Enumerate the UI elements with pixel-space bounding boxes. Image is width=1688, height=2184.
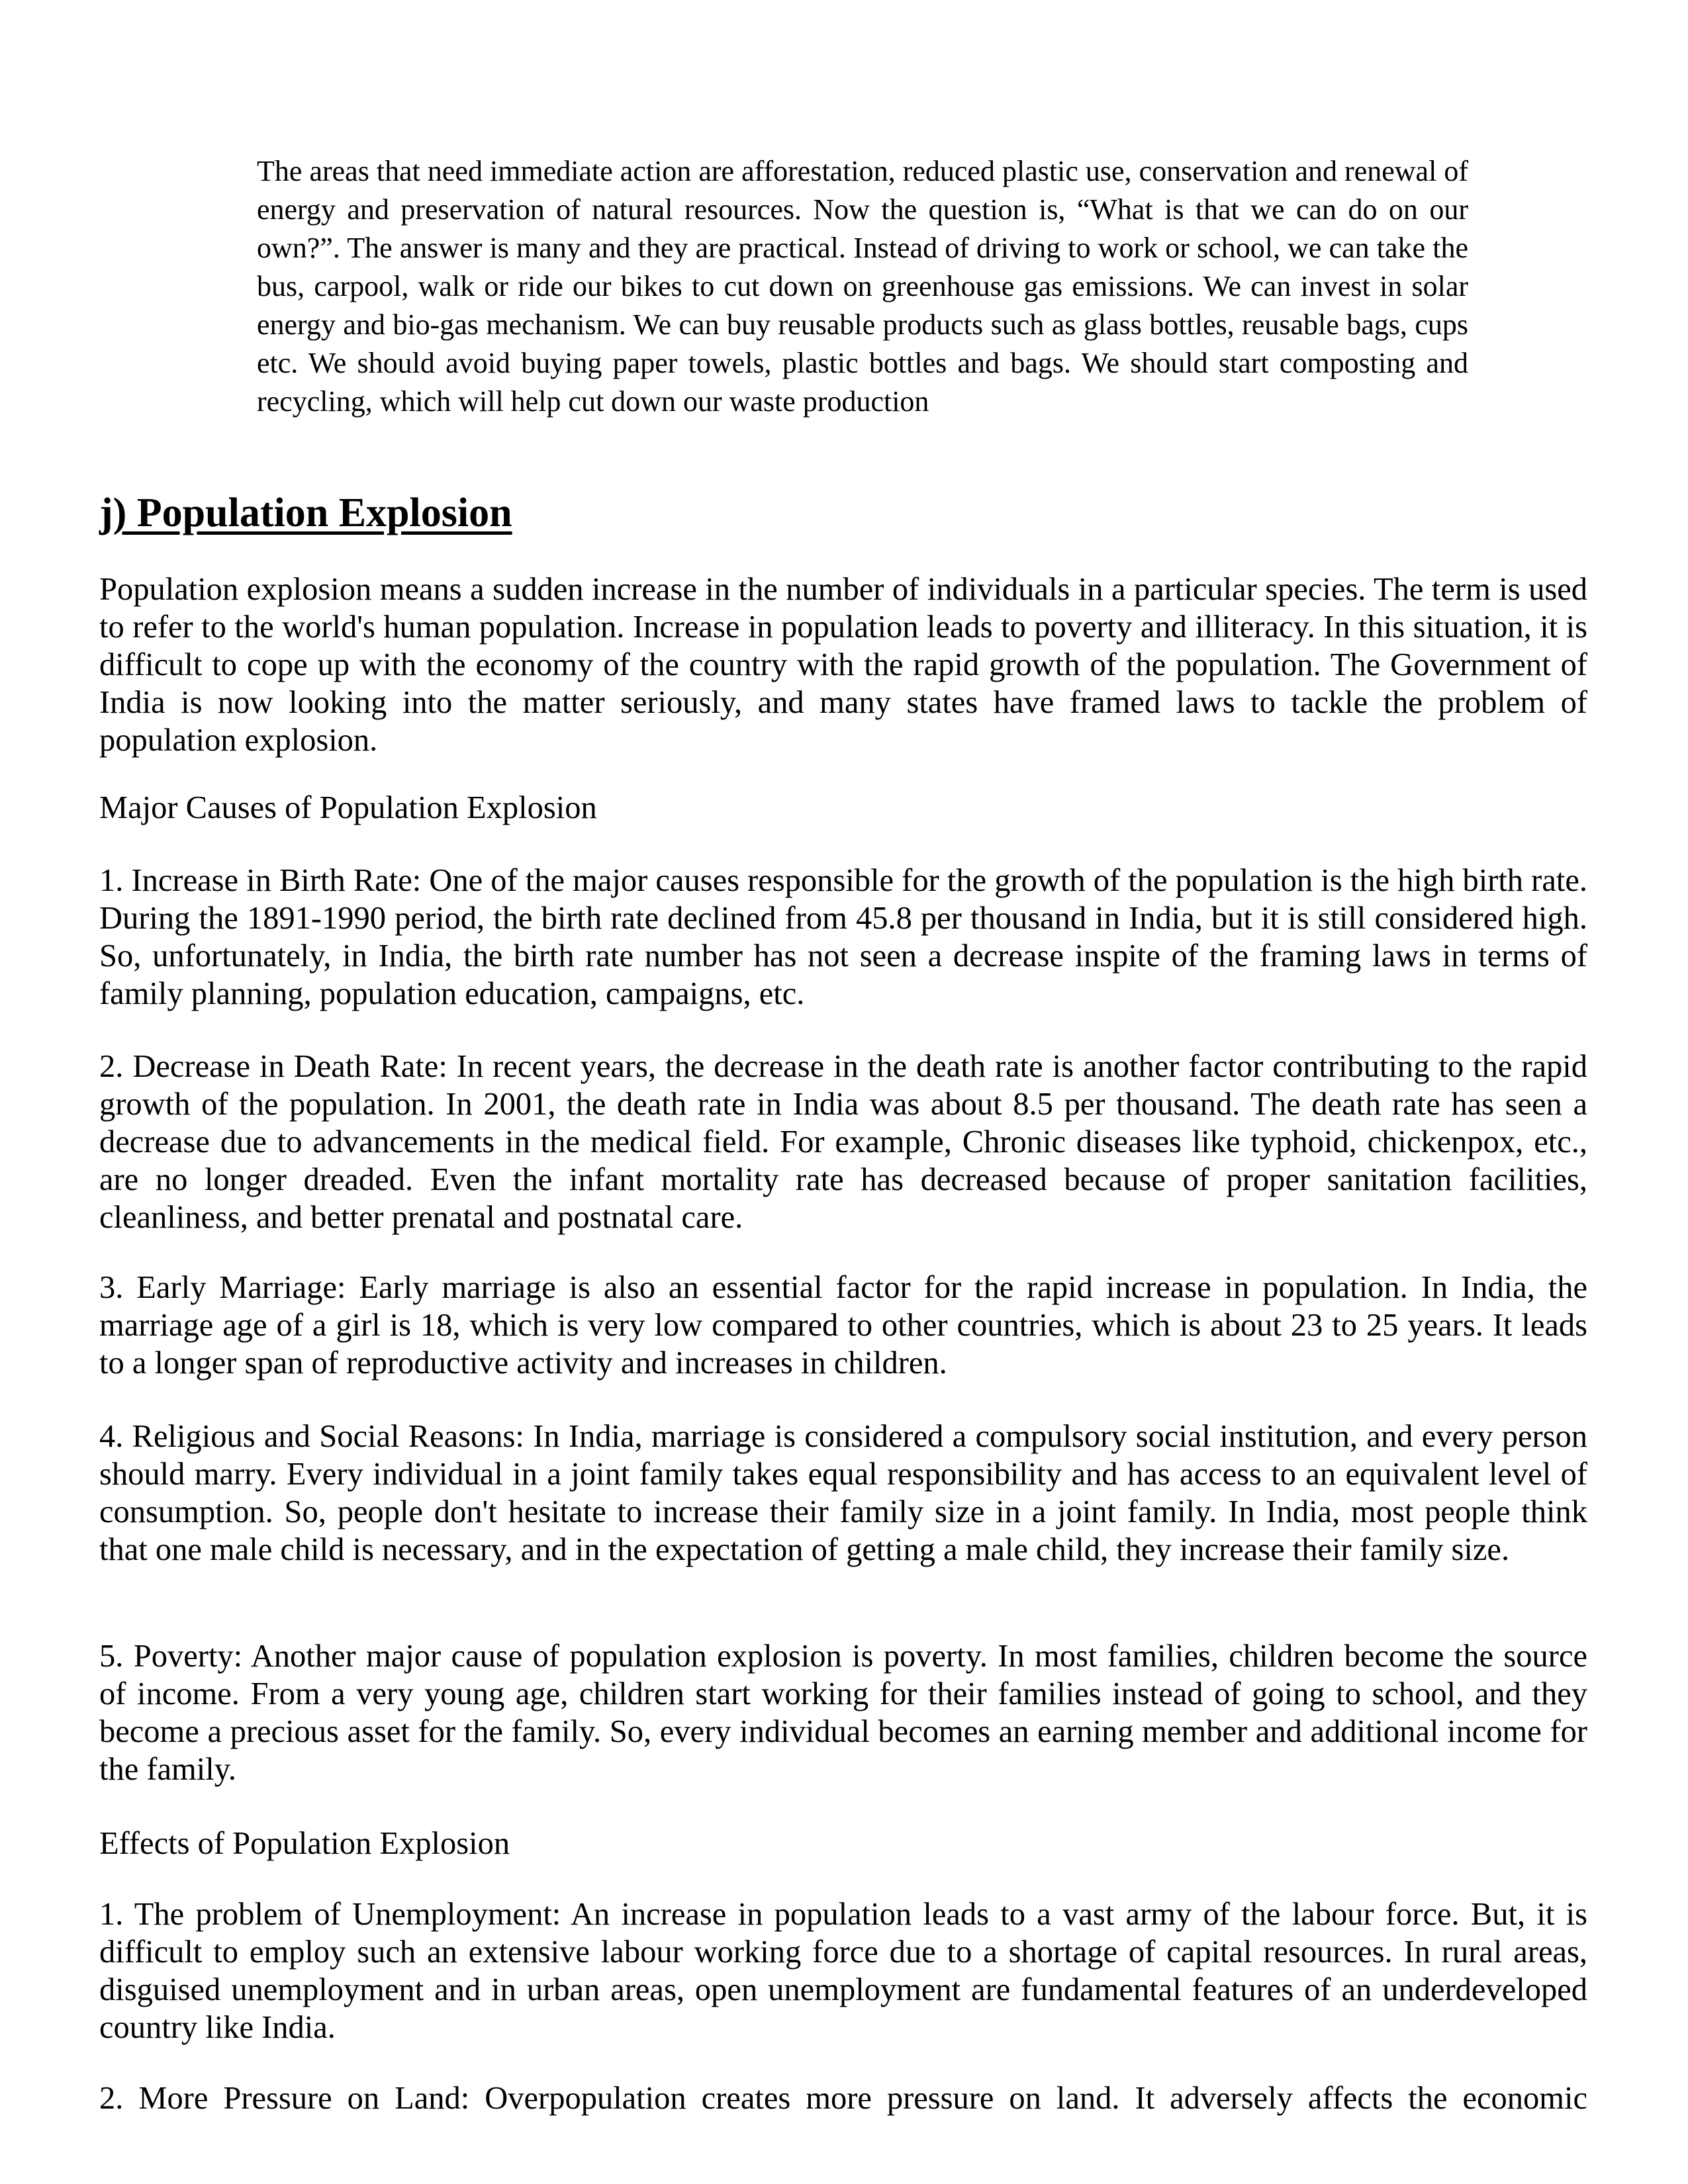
cause-item-2: 2. Decrease in Death Rate: In recent years, the decrease in the death rate is another factor contributing to the rapid growth of the population. In 2001, the death rate in India was about 8.5 per thousand. The death rate has seen a decrease due to advancements in the medical field. For example, Chronic diseases like typhoid, chickenpox, etc., are no longer dreaded. Even the infant mortality rate has decreased because of proper sanitation facilities, cleanliness, and better prenatal and postnatal care. [99, 1049, 1587, 1235]
cause-item-5: 5. Poverty: Another major cause of population explosion is poverty. In most families, children become the source of income. From a very young age, children start working for their families instead of going to school, and they become a precious asset for the family. So, every individual becomes an earning member and additional income for the family. [99, 1639, 1587, 1787]
cause-item-4: 4. Religious and Social Reasons: In India, marriage is considered a compulsory social institution, and every person should marry. Every individual in a joint family takes equal responsibility and has access to an equivalent level of consumption. So, people don't hesitate to increase their family size in a joint family. In India, most people think that one male child is necessary, and in the expectation of getting a male child, they increase their family size. [99, 1419, 1587, 1567]
intro-paragraph: The areas that need immediate action are afforestation, reduced plastic use, conservation and renewal of energy and preservation of natural resources. Now the question is, “What is that we can do on our own?”. The answer is many and they are practical. Instead of driving to work or school, we can take the bus, carpool, walk or ride our bikes to cut down on greenhouse gas emissions. We can invest in solar energy and bio-gas mechanism. We can buy reusable products such as glass bottles, reusable bags, cups etc. We should avoid buying paper towels, plastic bottles and bags. We should start composting and recycling, which will help cut down our waste production [257, 155, 1468, 418]
effects-heading: Effects of Population Explosion [99, 1826, 510, 1861]
effect-item-1: 1. The problem of Unemployment: An increase in population leads to a vast army of the labour force. But, it is difficult to employ such an extensive labour working force due to a shortage of capital resources. In rural areas, disguised unemployment and in urban areas, open unemployment are fundamental features of an underdeveloped country like India. [99, 1897, 1587, 2045]
definition-paragraph: Population explosion means a sudden increase in the number of individuals in a particular species. The term is used to refer to the world's human population. Increase in population leads to poverty and illiteracy. In this situation, it is difficult to cope up with the economy of the country with the rapid growth of the population. The Government of India is now looking into the matter seriously, and many states have framed laws to tackle the problem of population explosion. [99, 572, 1587, 758]
cause-item-3: 3. Early Marriage: Early marriage is also an essential factor for the rapid increase in population. In India, the marriage age of a girl is 18, which is very low compared to other countries, which is about 23 to 25 years. It leads to a longer span of reproductive activity and increases in children. [99, 1270, 1587, 1381]
section-heading: j) Population Explosion [99, 490, 512, 535]
effect-item-2: 2. More Pressure on Land: Overpopulation creates more pressure on land. It adversely affects the economic [99, 2081, 1587, 2116]
cause-item-1: 1. Increase in Birth Rate: One of the major causes responsible for the growth of the population is the high birth rate. During the 1891-1990 period, the birth rate declined from 45.8 per thousand in India, but it is still considered high. So, unfortunately, in India, the birth rate number has not seen a decrease inspite of the framing laws in terms of family planning, population education, campaigns, etc. [99, 863, 1587, 1011]
causes-heading: Major Causes of Population Explosion [99, 790, 597, 825]
